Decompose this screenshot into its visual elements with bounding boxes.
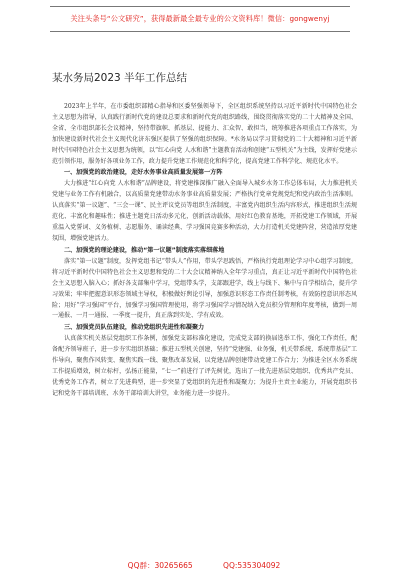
document-title: 某水务局2023 半年工作总结 [52, 72, 188, 84]
paragraph-section-3: 认真落实机关基层党组织工作条例，加强党支部标准化建设，完成党支部的换届选举工作，强化工作责任，配备配齐领导班子，进一步夯实组织基础；推进五型机关创建，坚持“党建强、业务强，机关带系统、系统带基层”工作导向，聚焦作风转变、聚焦实践一线、聚焦改革发展，以党建品牌创建带动党建工作合力；为推进全区水务系统工作提质增效，树立标杆，弘扬正能量，“七一”前进行了评先树优，选出了一批先进基层党组织、优秀共产党员、优秀党务工作者，树立了先进典型，进一步突显了党组织的先进性和凝聚力；为提升主责主业能力，开展党组织书记和党务干部培训班、水务干部培训大讲堂，业务能力进一步提升。 [52, 335, 357, 397]
footer-qq-group: QQ群：30265665 [127, 561, 193, 570]
section-heading-2: 二、加强党的理论建设，推动“第一议题”制度落实落细落地 [64, 246, 225, 254]
section-heading-3: 三、加强党员队伍建设，推动党组织先进性和凝聚力 [64, 324, 205, 332]
paragraph-section-1: 大力推进“红心向党 人水和谐”品牌建设，将党建推深推广融入全面导入城乡水务工作总体布局，大力推进机关党建与业务工作有机融合，以高质量党建带动水务事业高质量发展；严格执行党章党规党纪和党内政治生活准则。认真落实“第一议题”、“三会一课”、民主评议党员等组织生活制度，丰富党内组织生活内容形式，推进组织生活规范化、丰富化和趣味性；推进主题党日活动多元化，创新活动载体，用好红色教育基地，开拓党建工作领域，开展重温入党誓词、义务植树、志愿服务、诵读经典、学习强国竞赛多种活动，大力打造机关党建阵营，营造浓厚党建氛围，增强党建活力。 [52, 180, 357, 242]
section-heading-1: 一、加强党的政治建设，走好水务事业高质量发展第一方阵 [64, 169, 223, 177]
banner-text: 关注头条号“公文研究”，获得最新最全最专业的公文资料库！微信：gongwenyj [70, 14, 330, 23]
paragraph-intro: 2023年上半年，在市委组织部精心指导和区委坚强领导下，全区组织系统坚持以习近平新时代中国特色社会主义思想为指导，认真践行新时代党的建设总要求和新时代党的组织路线，围绕贯彻落实党的二十大精神及全国、全省、全市组织部长会议精神，坚持带旗帜、抓基层、提能力、汇众智、敢担当，统筹推进各项重点工作落实，为加快建设新时代社会主义现代化济东强区提供了坚强的组织保障。*水务局以学习贯彻党的二十大精神和习近平新时代中国特色社会主义思想为统领，以“红心向党 人水和谐”主题教育活动和创建“五型机关”为主线，发挥好党建示范引领作用，服务好各项业务工作，政力提升党建工作规范化和科学化，提高党建工作科学化、规范化水平。 [52, 103, 357, 165]
header-banner [50, 6, 350, 32]
footer-contact [0, 560, 408, 571]
paragraph-section-2: 落实“第一议题”制度，发挥党组书记“带头人”作用，带头学思践悟，严格执行党组理论学习中心组学习制度，将习近平新时代中国特色社会主义思想和党的二十大会议精神纳入全年学习重点，真正让习近平新时代中国特色社会主义思想入脑入心；抓好各支部集中学习，党组带头学，支部跟进学，线上与线下、集中与自学相结合，提升学习效果；牢牢把握意识形态领域主导权，积极做好舆论引导，加强意识形态工作责任制考核，有效防控意识形态风险；用好“学习强国”平台，加强学习强国管理使用，将学习强国学习情况纳入党员积分管理和年度考核，做到一周一通报、一月一通报、一季度一提升，真正落到实处、学有成效。 [52, 257, 357, 320]
footer-qq: QQ:535304092 [223, 561, 281, 570]
document-body [52, 102, 357, 400]
